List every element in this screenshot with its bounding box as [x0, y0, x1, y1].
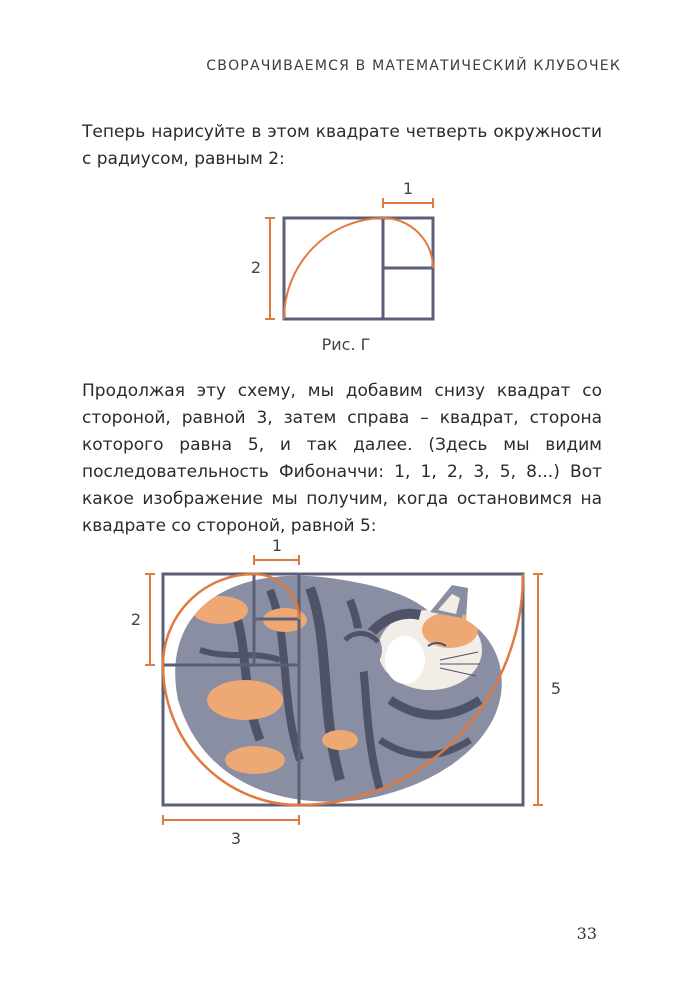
cat-label-left: 2 [130, 610, 142, 629]
cat-illustration [175, 576, 502, 802]
figure-g-label-left: 2 [250, 258, 262, 277]
cat-label-top: 1 [271, 536, 283, 555]
running-header: СВОРАЧИВАЕМСЯ В МАТЕМАТИЧЕСКИЙ КЛУБОЧЕК [206, 58, 621, 74]
paragraph-intro: Теперь нарисуйте в этом квадрате четверть окружности с радиусом, равным 2: [82, 122, 602, 169]
page-number: 33 [576, 924, 597, 943]
cat-label-bottom: 3 [230, 829, 242, 848]
figure-g-label-top: 1 [402, 179, 414, 198]
paragraph-fibonacci: Продолжая эту схему, мы добавим снизу квадрат со стороной, равной 3, затем справа – квадрат, сторона которого равна 5, и так далее. (Здесь мы видим последовательность Фибоначчи: 1, 1, 2, 3, 5, 8...) Вот какое изображение мы получим, когда остановимся на квадрате со стороной, равной 5: [82, 381, 602, 536]
figure-g-caption: Рис. Г [321, 335, 371, 354]
cat-label-right: 5 [550, 679, 562, 698]
